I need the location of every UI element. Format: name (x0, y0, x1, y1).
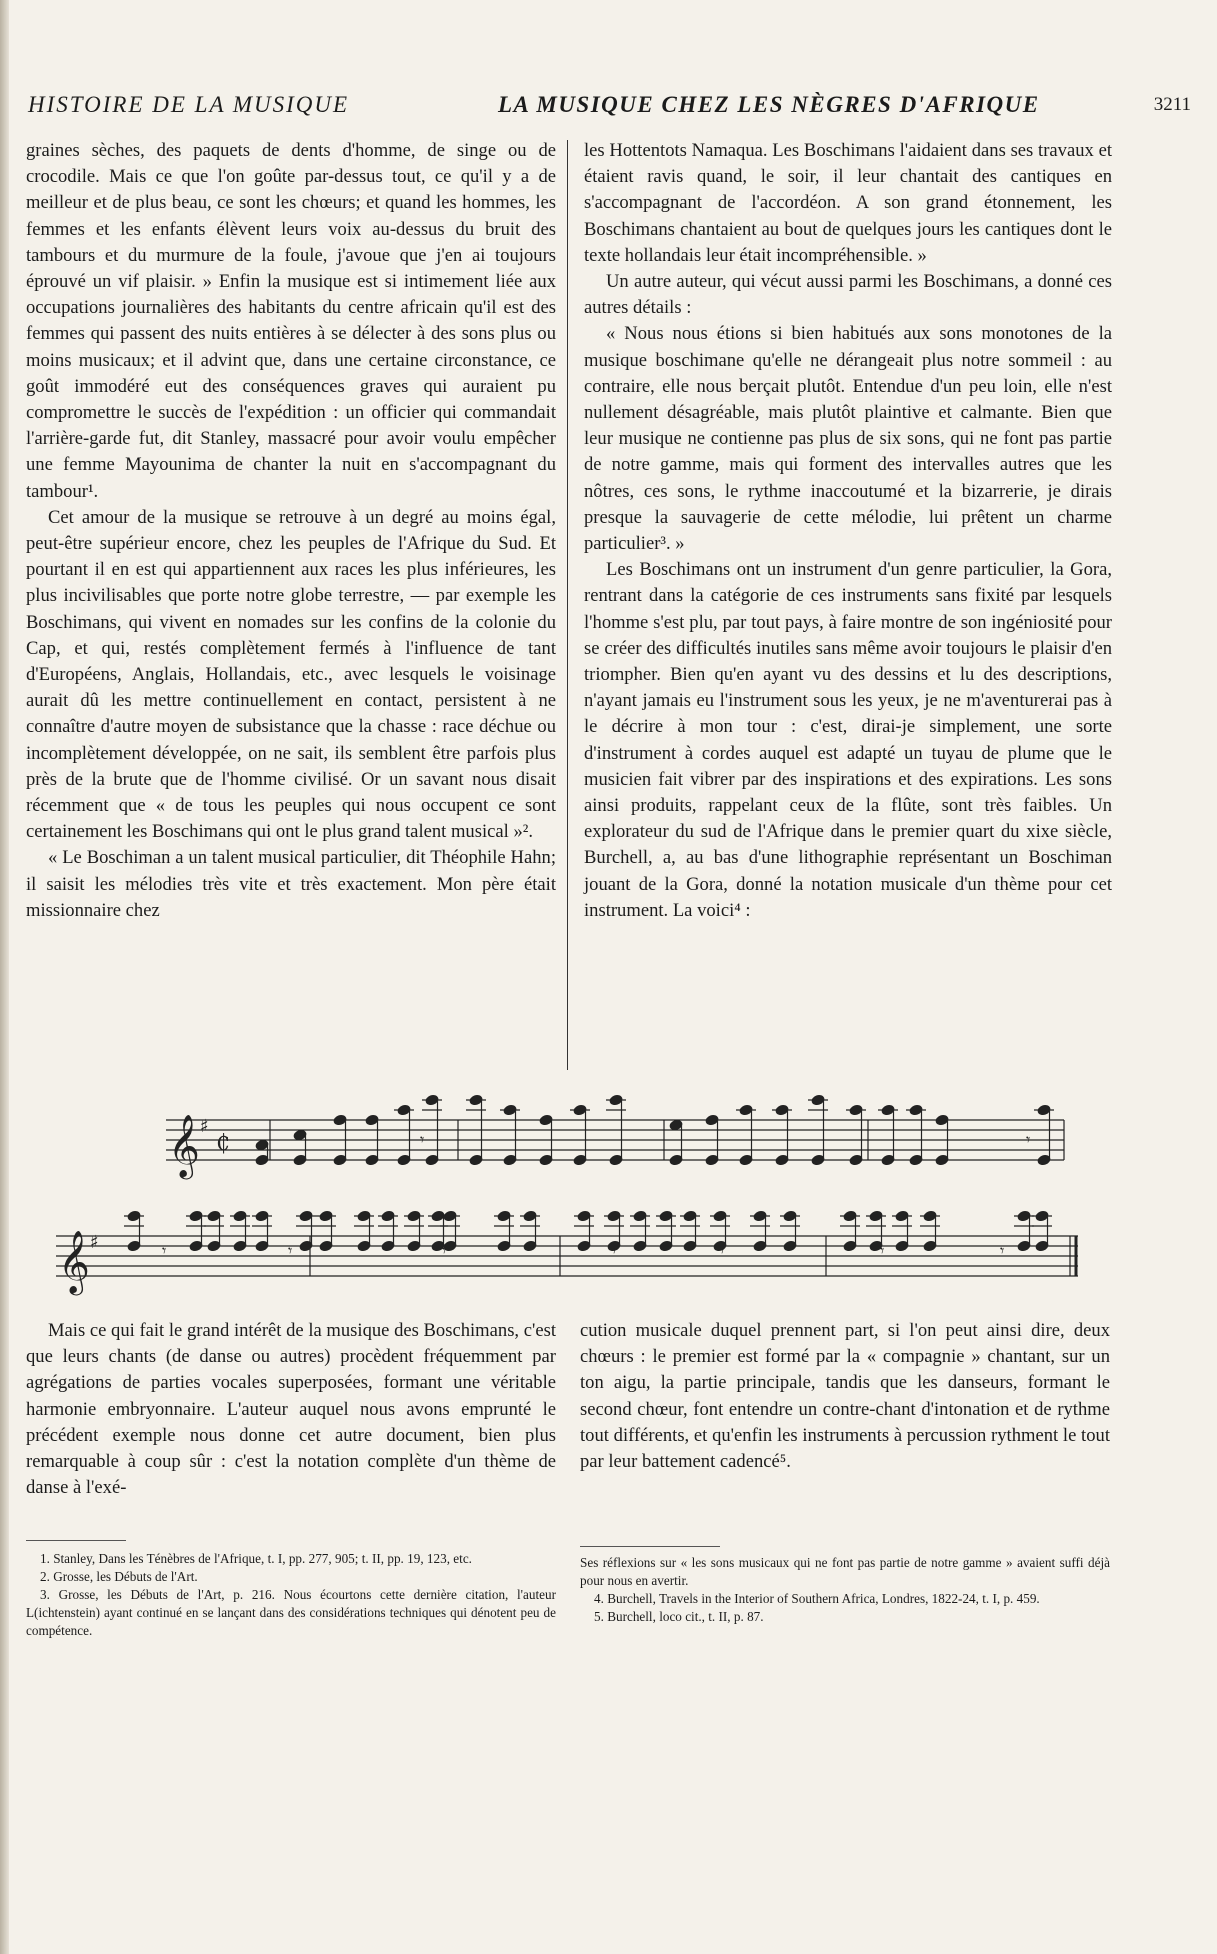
music-staff-2 (56, 1236, 1078, 1276)
footnote: 5. Burchell, loco cit., t. II, p. 87. (594, 1609, 764, 1624)
lower-right-column (580, 1318, 1110, 1475)
paragraph: graines sèches, des paquets de dents d'homme, de singe ou de crocodile. Mais ce que l'on goûte par-dessus tout, ce qu'il y a de meilleur et de plus beau, ce sont les chœurs; et quand les hommes, les femmes et les enfants élèvent leurs voix au-dessus du bruit des tambours et du murmure de la foule, j'avoue que j'en ai toujours éprouvé un vif plaisir. » Enfin la musique est si intimement liée aux occupations journalières des habitants du centre africain qu'il est des femmes qui passent des nuits entières à se délecter à des sons plus ou moins musicaux; et il advint que, dans une certaine circonstance, ce goût immodéré eut des conséquences graves qui auraient pu compromettre le succès de l'expédition : un officier qui commandait l'arrière-garde fut, dit Stanley, massacré pour avoir voulu empêcher une femme Mayounima de chanter la nuit en s'accompagnant du tambour¹. (26, 140, 556, 502)
eighth-rest-icon: 𝄾 (880, 1243, 885, 1260)
paragraph: « Nous nous étions si bien habitués aux sons monotones de la musique boschimane qu'elle ne dérangeait plus notre sommeil : au contraire, elle nous berçait plutôt. Entendue d'un peu loin, elle n'est nullement désagréable, mais plutôt plaintive et calmante. Bien que leur musique ne contienne pas plus de six sons, qui ne font pas partie de notre gamme, mais qui forment des intervalles autres que les nôtres, ces sons, le rythme inaccoutumé et la bizarrerie, je dirais presque la sauvagerie de cette mélodie, lui prêtent un charme particulier³. » (584, 323, 1112, 555)
sharp-icon: ♯ (90, 1232, 99, 1253)
lower-left-column (26, 1318, 556, 1501)
eighth-rest-icon: 𝄾 (420, 1132, 425, 1149)
header-left-title: HISTOIRE DE LA MUSIQUE (28, 92, 350, 117)
eighth-rest-icon: 𝄾 (1026, 1132, 1031, 1149)
eighth-rest-icon: 𝄾 (1000, 1243, 1005, 1260)
footnotes-left (26, 1550, 556, 1640)
paragraph: Mais ce qui fait le grand intérêt de la musique des Boschimans, c'est que leurs chants (de danse ou autres) procèdent fréquemment par agrégations de parties vocales superposées, formant une véritable harmonie embryonnaire. L'auteur auquel nous avons emprunté le précédent exemple nous donne cet autre document, bien plus remarquable à coup sûr : c'est la notation complète d'un thème de danse à l'exé- (26, 1320, 556, 1499)
footnote-rule (26, 1540, 126, 1541)
treble-clef-icon: 𝄞 (168, 1114, 200, 1177)
paragraph: Un autre auteur, qui vécut aussi parmi les Boschimans, a donné ces autres détails : (584, 271, 1112, 319)
music-staff-1 (166, 1120, 1064, 1160)
footnote: 2. Grosse, les Débuts de l'Art. (40, 1569, 198, 1584)
treble-clef-icon: 𝄞 (58, 1230, 90, 1293)
eighth-rest-icon: 𝄾 (162, 1243, 167, 1260)
paragraph: Cet amour de la musique se retrouve à un degré au moins égal, peut-être supérieur encore, chez les peuples de l'Afrique du Sud. Et pourtant il en est qui appartiennent aux races les plus inférieures, les plus incivilisables que porte notre globe terrestre, — par exemple les Boschimans, qui vivent en nomades sur les confins de la colonie du Cap, et qui, restés complètement fermés à l'influence de tant d'Européens, Anglais, Hollandais, etc., avec lesquels le voisinage aurait dû les mettre continuellement en contact, persistent à ne connaître d'autre moyen de subsistance que la chasse : race déchue ou incomplètement développée, on ne sait, ils semblent être parfois plus près de la brute que de l'homme civilisé. Or un savant nous disait récemment que « de tous les peuples qui nous occupent ce sont certainement les Boschimans qui ont le plus grand talent musical »². (26, 506, 556, 843)
footnote-rule (580, 1546, 720, 1547)
footnote: Ses réflexions sur « les sons musicaux qui ne font pas partie de notre gamme » avaient suffi déjà pour nous en avertir. (580, 1555, 1110, 1588)
cut-time-icon: ₵ (216, 1131, 230, 1156)
eighth-rest-icon: 𝄾 (288, 1243, 293, 1260)
paragraph: cution musicale duquel prennent part, si l'on peut ainsi dire, deux chœurs : le premier est formé par la « compagnie » chantant, sur un ton aigu, la partie principale, tandis que les danseurs, formant le second chœur, font entendre un contre-chant d'intonation et de rythme tout différents, et qu'enfin les instruments à percussion rythment le tout par leur battement cadencé⁵. (580, 1320, 1110, 1473)
header-chapter-title: LA MUSIQUE CHEZ LES NÈGRES D'AFRIQUE (498, 92, 1040, 117)
paragraph: Les Boschimans ont un instrument d'un genre particulier, la Gora, rentrant dans la catégorie de ces instruments sans fixité par lesquels l'homme s'est plu, par tout pays, à faire montre de son ingéniosité pour se créer des difficultés inutiles sans même avoir toujours le plaisir d'en triompher. Bien qu'en ayant vu des dessins et lu des descriptions, n'ayant jamais eu l'instrument sous les yeux, je ne m'aventurerai pas à le décrire à mon tour : c'est, dirai-je simplement, une sorte d'instrument à cordes auquel est adapté un tuyau de plume que le musicien fait vibrer par des inspirations et des expirations. Les sons ainsi produits, rappelant ceux de la flûte, sont très faibles. Un explorateur du sud de l'Afrique dans le premier quart du xixe siècle, Burchell, a, au bas d'une lithographie représentant un Boschiman jouant de la Gora, donné la notation musicale d'un thème pour cet instrument. La voici⁴ : (584, 559, 1112, 921)
eighth-rest-icon: 𝄾 (612, 1243, 617, 1260)
footnote: 3. Grosse, les Débuts de l'Art, p. 216. Nous écourtons cette dernière citation, l'auteur L(ichtenstein) ayant continué en se lançant dans des considérations techniques qui dénotent peu de compétence. (26, 1587, 556, 1638)
eighth-rest-icon: 𝄾 (442, 1243, 447, 1260)
paragraph: les Hottentots Namaqua. Les Boschimans l'aidaient dans ses travaux et étaient ravis quand, le soir, il leur chantait des cantiques en s'accompagnant de l'accordéon. A son grand étonnement, les Boschimans chantaient au bout de quelques jours les cantiques dont le texte hollandais leur était incompréhensible. » (584, 140, 1112, 266)
footnote: 4. Burchell, Travels in the Interior of Southern Africa, Londres, 1822-24, t. I, p. 459. (594, 1591, 1040, 1606)
music-notes-staff-2 (124, 1132, 1052, 1260)
page-number: 3211 (1153, 94, 1191, 115)
footnotes-right (580, 1554, 1110, 1626)
eighth-rest-icon: 𝄾 (720, 1243, 725, 1260)
paragraph: « Le Boschiman a un talent musical particulier, dit Théophile Hahn; il saisit les mélodies très vite et très exactement. Mon père était missionnaire chez (26, 847, 556, 921)
footnote: 1. Stanley, Dans les Ténèbres de l'Afrique, t. I, pp. 277, 905; t. II, pp. 19, 123, etc. (40, 1551, 472, 1566)
sharp-icon: ♯ (200, 1116, 209, 1137)
